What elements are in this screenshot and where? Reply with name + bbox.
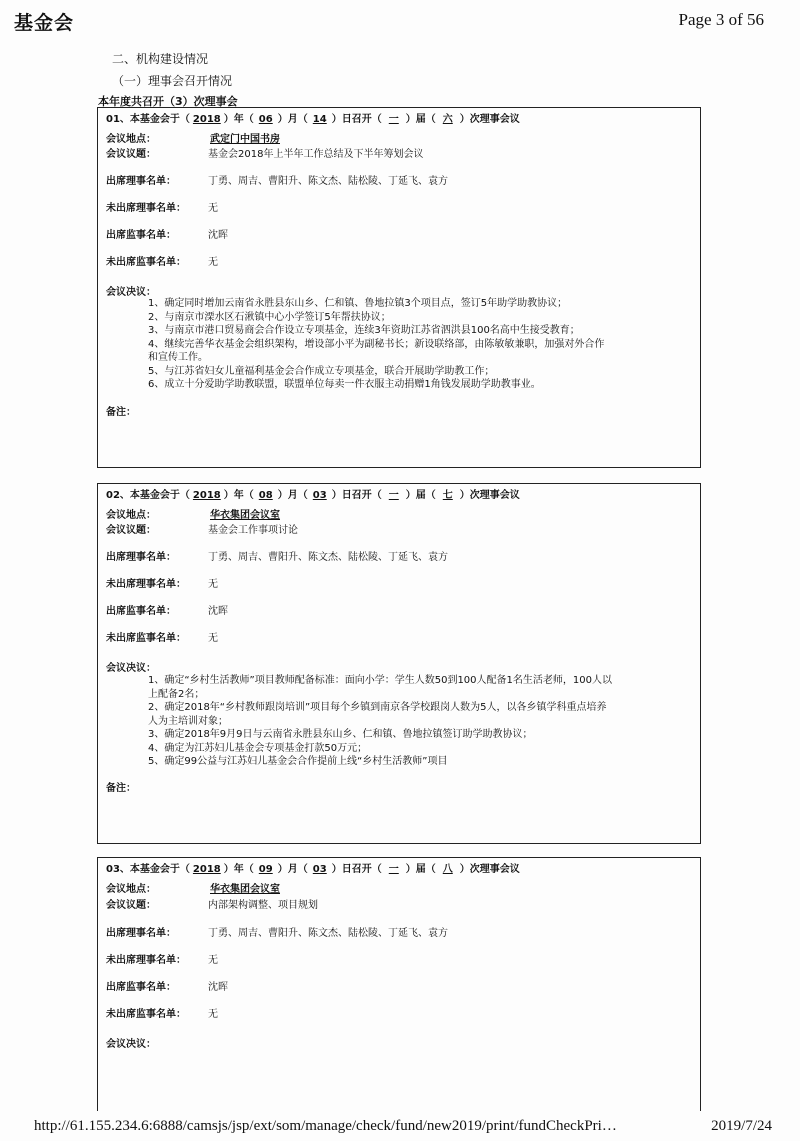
- attend-supervisors-label: 出席监事名单：: [106, 606, 176, 617]
- resolutions-list: [148, 297, 658, 392]
- resolution-item: 5、与江苏省妇女儿童福利基金会合作成立专项基金，联合开展助学助教工作；: [148, 365, 495, 377]
- meeting-heading: 02、本基金会于（ 2018 ）年（ 08 ）月（ 03 ）日召开（ 一 ）届（ 七 ）次理事会议: [106, 490, 520, 501]
- attend-supervisors-label: 出席监事名单：: [106, 982, 176, 993]
- resolution-item: 2、确定2018年“乡村教师跟岗培训”项目每个乡镇到南京各学校跟岗人数为5人，以各乡镇学科重点培养: [148, 702, 607, 713]
- remarks-label: 备注：: [106, 407, 136, 418]
- absent-directors-value: 无: [208, 203, 218, 214]
- absent-directors-label: 未出席理事名单：: [106, 579, 186, 590]
- resolutions-label: 会议决议：: [106, 287, 156, 298]
- absent-supervisors-label: 未出席监事名单：: [106, 633, 186, 644]
- resolution-item: 5、确定99公益与江苏妇儿基金会合作提前上线“乡村生活教师”项目: [148, 756, 448, 767]
- resolution-item: 上配备2名；: [148, 688, 205, 700]
- meeting-card-2: [97, 483, 701, 844]
- location-value: 华衣集团会议室: [210, 510, 280, 521]
- absent-supervisors-label: 未出席监事名单：: [106, 1009, 186, 1020]
- resolutions-list: [148, 674, 658, 769]
- location-value: 武定门中国书房: [210, 134, 280, 145]
- attend-supervisors-value: 沈晖: [208, 606, 228, 617]
- absent-supervisors-label: 未出席监事名单：: [106, 257, 186, 268]
- meeting-card-1: [97, 107, 701, 468]
- resolution-item: 1、确定同时增加云南省永胜县东山乡、仁和镇、鲁地拉镇3个项目点，签订5年助学助教协议；: [148, 298, 568, 309]
- attend-supervisors-value: 沈晖: [208, 982, 228, 993]
- resolution-item: 人为主培训对象；: [148, 715, 228, 727]
- resolutions-label: 会议决议：: [106, 1039, 156, 1050]
- absent-directors-label: 未出席理事名单：: [106, 203, 186, 214]
- meeting-count: 本年度共召开（3）次理事会: [98, 95, 238, 108]
- resolutions-label: 会议决议：: [106, 663, 156, 674]
- location-label: 会议地点：: [106, 510, 156, 521]
- resolution-item: 3、与南京市港口贸易商会合作设立专项基金，连续3年资助江苏省泗洪县100名高中生接受教育；: [148, 325, 580, 336]
- attend-supervisors-value: 沈晖: [208, 230, 228, 241]
- location-label: 会议地点：: [106, 884, 156, 895]
- absent-supervisors-value: 无: [208, 1009, 218, 1020]
- page-number: Page 3 of 56: [678, 10, 764, 29]
- meeting-heading: 03、本基金会于（ 2018 ）年（ 09 ）月（ 03 ）日召开（ 一 ）届（ 八 ）次理事会议: [106, 864, 520, 875]
- resolution-item: 3、确定2018年9月9日与云南省永胜县东山乡、仁和镇、鲁地拉镇签订助学助教协议；: [148, 729, 533, 740]
- absent-supervisors-value: 无: [208, 257, 218, 268]
- resolution-item: 1、确定“乡村生活教师”项目教师配备标准：面向小学：学生人数50到100人配备1名生活老师，100人以: [148, 675, 612, 686]
- footer-url: http://61.155.234.6:6888/camsjs/jsp/ext/som/manage/check/fund/new2019/print/fundCheckPri…: [34, 1118, 617, 1134]
- absent-directors-label: 未出席理事名单：: [106, 955, 186, 966]
- attend-directors-value: 丁勇、周吉、曹阳升、陈文杰、陆松陵、丁延飞、袁方: [208, 176, 448, 187]
- resolution-item: 2、与南京市溧水区石湫镇中心小学签订5年帮扶协议；: [148, 311, 391, 323]
- resolution-item: 4、继续完善华衣基金会组织架构，增设部小平为副秘书长；新设联络部，由陈敏敏兼职，加强对外合作: [148, 338, 605, 350]
- absent-supervisors-value: 无: [208, 633, 218, 644]
- attend-directors-label: 出席理事名单：: [106, 552, 176, 563]
- resolution-item: 6、成立十分爱助学助教联盟，联盟单位每卖一件衣服主动捐赠1角钱发展助学助教事业。: [148, 379, 541, 390]
- topic-value: 内部架构调整、项目规划: [208, 900, 318, 911]
- absent-directors-value: 无: [208, 955, 218, 966]
- topic-value: 基金会工作事项讨论: [208, 525, 298, 536]
- meeting-heading: 01、本基金会于（ 2018 ）年（ 06 ）月（ 14 ）日召开（ 一 ）届（ 六 ）次理事会议: [106, 114, 520, 125]
- org-title: 基金会: [14, 12, 75, 34]
- attend-directors-label: 出席理事名单：: [106, 928, 176, 939]
- section-title: 二、机构建设情况: [112, 52, 209, 66]
- absent-directors-value: 无: [208, 579, 218, 590]
- attend-supervisors-label: 出席监事名单：: [106, 230, 176, 241]
- location-value: 华衣集团会议室: [210, 884, 280, 895]
- topic-label: 会议议题：: [106, 525, 156, 536]
- topic-value: 基金会2018年上半年工作总结及下半年筹划会议: [208, 149, 424, 160]
- subsection-title: （一）理事会召开情况: [112, 74, 233, 88]
- attend-directors-value: 丁勇、周吉、曹阳升、陈文杰、陆松陵、丁延飞、袁方: [208, 928, 448, 939]
- attend-directors-label: 出席理事名单：: [106, 176, 176, 187]
- meeting-card-3: [97, 857, 701, 1111]
- resolution-item: 4、确定为江苏妇儿基金会专项基金打款50万元；: [148, 742, 368, 754]
- resolution-item: 和宣传工作。: [148, 352, 208, 363]
- location-label: 会议地点：: [106, 134, 156, 145]
- attend-directors-value: 丁勇、周吉、曹阳升、陈文杰、陆松陵、丁延飞、袁方: [208, 552, 448, 563]
- remarks-label: 备注：: [106, 783, 136, 794]
- footer-date: 2019/7/24: [711, 1118, 772, 1134]
- topic-label: 会议议题：: [106, 900, 156, 911]
- topic-label: 会议议题：: [106, 149, 156, 160]
